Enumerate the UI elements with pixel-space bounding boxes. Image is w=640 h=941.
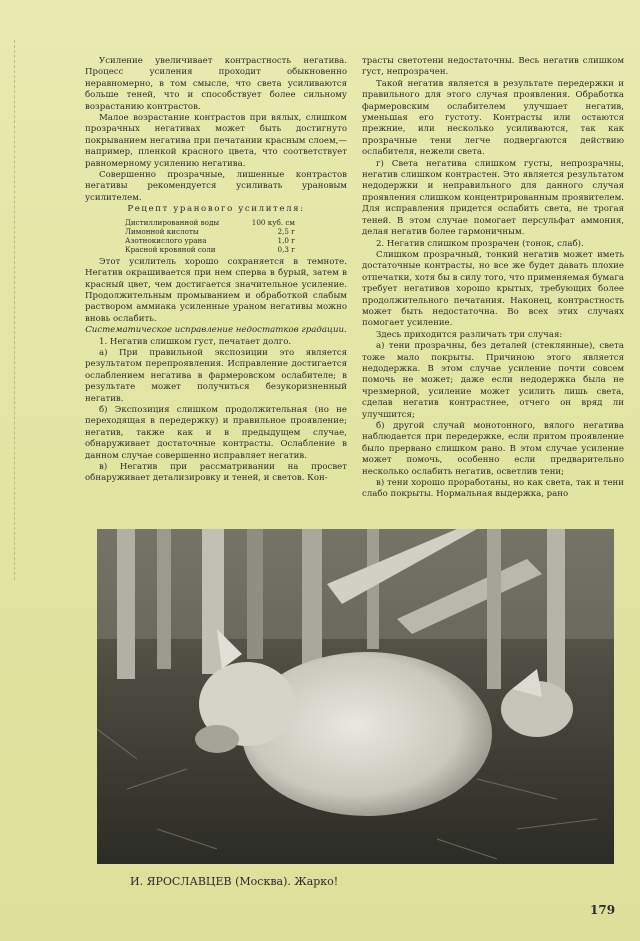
paragraph: 1. Негатив слишком густ, печатает долго. [99, 336, 292, 347]
recipe-row [125, 218, 295, 227]
page-margin-edge [0, 40, 15, 580]
recipe-amount: 100 куб. см [251, 217, 295, 227]
paragraph: а) При правильной экспозиции это является результатом перепроявления. Исправление достигается ослаблением негатива в фармеровском ослабителе; в результате может получиться безукоризненный негатив. [85, 347, 347, 404]
paragraph: в) тени хорошо проработаны, но как света, так и тени слабо покрыты. Нормальная выдержка, рано [362, 478, 624, 500]
paragraph: трасты светотени недостаточны. Весь негатив слишком густ, непрозрачен. [362, 56, 624, 78]
paragraph: Малое возрастание контрастов при вялых, слишком прозрачных негативах может быть достигнуто покрыванием негатива при печатании красным слоем,— например, пленкой красного цвета, что соответствует равномерному усилению негатива. [85, 113, 347, 169]
right-column [362, 56, 624, 501]
photo-caption: И. ЯРОСЛАВЦЕВ (Москва). Жарко! [130, 875, 339, 888]
recipe-amount: 1,0 г [277, 235, 295, 245]
photo-illustration [97, 529, 614, 864]
paragraph: Здесь приходится различать три случая: [376, 329, 563, 340]
paragraph: 2. Негатив слишком прозрачен (тонок, слаб). [376, 238, 584, 249]
recipe-amount: 0,3 г [277, 244, 295, 254]
paragraph: а) тени прозрачны, без деталей (стеклянные), света тоже мало покрыты. Причиною этого является недодержка. В этом случае усиление почти совсем помочь не может; даже если недодержка была не чрезмерной, усиление может усилить лишь света, сделав негатив контрастнее, отчего он вряд ли улучшится; [362, 341, 624, 420]
paragraph: б) Экспозиция слишком продолжительная (но не переходящая в передержку) и правильное проявление; негатив, также как и в предыдущем случае, обнаруживает достаточные контрасты. Ослабление в данном случае совершенно исправляет негатив. [85, 404, 347, 461]
paragraph: г) Света негатива слишком густы, непрозрачны, негатив слишком контрастен. Это является результатом недодержки и неправильного для данного случая проявления слишком концентрированным проявителем. Для исправления придется ослабить света, не трогая теней. В этом случае помогает персульфат аммония, делая негатив более гармоничным. [362, 158, 624, 238]
recipe-amount: 2,5 г [277, 226, 295, 236]
recipe-ingredient: Лимонной кислоты [125, 226, 199, 236]
recipe-row [125, 245, 295, 254]
recipe-title: Рецепт уранового усилителя: [127, 204, 305, 215]
paragraph: Такой негатив является в результате передержки и правильного для этого случая проявления. Обработка фармеровским ослабителем улучшает негатив, уменьшая его густоту. Контрасты или остаются прежние, или несколько усиливаются, так как прозрачные тени легче подвергаются действию ослабителя, нежели света. [362, 78, 624, 158]
page-number: 179 [590, 903, 616, 917]
photograph-pig [97, 529, 614, 864]
paragraph: Усиление увеличивает контрастность негатива. Процесс усиления проходит обыкновенно неравномерно, в том смысле, что света усиливаются больше теней, что и способствует более сильному возрастанию контрастов. [85, 56, 347, 112]
section-heading: Систематическое исправление недостатков градации. [85, 325, 347, 336]
recipe-row [125, 236, 295, 245]
recipe-ingredient: Красной кровяной соли [125, 244, 216, 254]
paragraph: Этот усилитель хорошо сохраняется в темноте. Негатив окрашивается при нем сперва в бурый, затем в красный цвет, чем достигается значительное усиление. Продолжительным промыванием и обработкой слабым раствором аммиака усиленные ураном негативы можно вновь ослабить. [85, 256, 347, 324]
recipe-ingredient: Дистиллированной воды [125, 217, 220, 227]
paragraph: в) Негатив при рассматривании на просвет обнаруживает детализировку и теней, и светов. Кон- [85, 462, 347, 484]
left-column [85, 56, 347, 485]
recipe-table [125, 218, 347, 254]
paragraph: Слишком прозрачный, тонкий негатив может иметь достаточные контрасты, но все же будет давать плохие отпечатки, хотя бы в силу того, что применяемая бумага требует негативов хорошо крытых, требующих более продолжительного печатания. Наконец, контрастность может быть недостаточна. Во всех этих случаях помогает усиление. [362, 249, 624, 329]
recipe-ingredient: Азотнокислого урана [125, 235, 207, 245]
paragraph: Совершенно прозрачные, лишенные контрастов негативы рекомендуется усиливать урановым усилителем. [85, 170, 347, 203]
recipe-row [125, 227, 295, 236]
paragraph: б) другой случай монотонного, вялого негатива наблюдается при передержке, если притом проявление было прервано слишком рано. В этом случае усиление может помочь, особенно если предварительно несколько ослабить негатив, осветлив тени; [362, 421, 624, 477]
